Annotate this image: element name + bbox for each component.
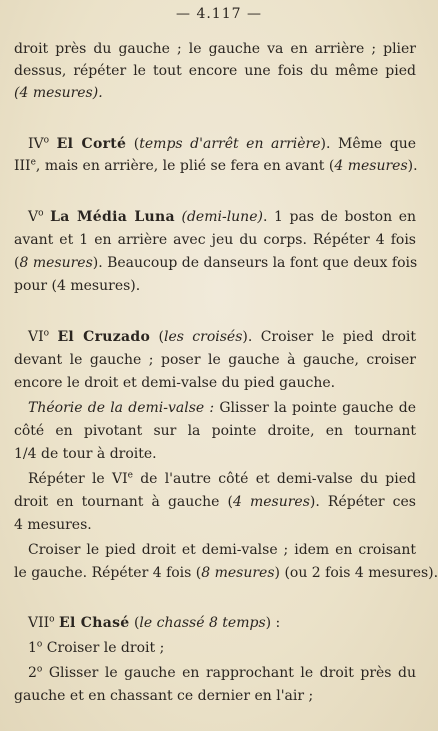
- text-line: (8 mesures). Beaucoup de danseurs la font que deux fois: [14, 255, 418, 271]
- list-item: 2$^o$ Glisser le gauche en rapprochant le droit près du: [28, 664, 416, 681]
- text-line: $VI^o$ El Cruzado (les croisés). Croiser le pied droit: [28, 328, 416, 345]
- section-title: El Chasé: [59, 615, 130, 631]
- text-line: pour (4 mesures).: [14, 278, 141, 294]
- section-title: El Corté: [56, 136, 127, 152]
- text-line: le gauche. Répéter 4 fois (8 mesures) (ou 2 fois 4 mesures).: [14, 565, 438, 581]
- text-line: encore le droit et demi-valse du pied gauche.: [14, 375, 336, 391]
- section-number: VI: [28, 329, 44, 345]
- section-number: IV: [28, 136, 44, 152]
- page-number: — 4.117 —: [176, 6, 262, 22]
- text-line: $IV^o$ El Corté (temps d'arrêt en arrière). Même que: [28, 135, 416, 152]
- text-line: 4 mesures.: [14, 517, 92, 533]
- section-number: V: [28, 209, 39, 225]
- section-title: El Cruzado: [57, 329, 151, 345]
- text-line: gauche et en chassant ce dernier en l'air ;: [14, 688, 314, 704]
- section-title: La Média Luna: [50, 209, 175, 225]
- text-line: côté en pivotant sur la pointe droite, en tournant: [14, 423, 416, 439]
- text-line: droit près du gauche ; le gauche va en arrière ; plier: [14, 41, 416, 57]
- text-line: $V^o$ La Média Luna (demi-lune). 1 pas de boston en: [28, 208, 417, 225]
- text-line: Répéter le VIe de l'autre côté et demi-valse du pied: [28, 470, 416, 487]
- text-line: VII$^o$ El Chasé (le chassé 8 temps) :: [28, 614, 281, 631]
- list-item: 1$^o$ Croiser le droit ;: [28, 639, 165, 656]
- text-line: dessus, répéter le tout encore une fois du même pied: [14, 63, 416, 79]
- text-line: devant le gauche ; poser le gauche à gauche, croiser: [14, 352, 416, 368]
- text-line: Croiser le pied droit et demi-valse ; idem en croisant: [28, 542, 416, 558]
- text-line: droit en tournant à gauche (4 mesures). Répéter ces: [14, 494, 416, 510]
- section-number: VII: [28, 615, 50, 631]
- text-line: avant et 1 en arrière avec jeu du corps. Répéter 4 fois: [14, 232, 416, 248]
- text-line: 1/4 de tour à droite.: [14, 446, 157, 462]
- text-line: Théorie de la demi-valse : Glisser la pointe gauche de: [28, 400, 417, 416]
- text-line: IIIe, mais en arrière, le plié se fera en avant (4 mesures).: [14, 157, 418, 174]
- text-line: (4 mesures).: [14, 85, 103, 101]
